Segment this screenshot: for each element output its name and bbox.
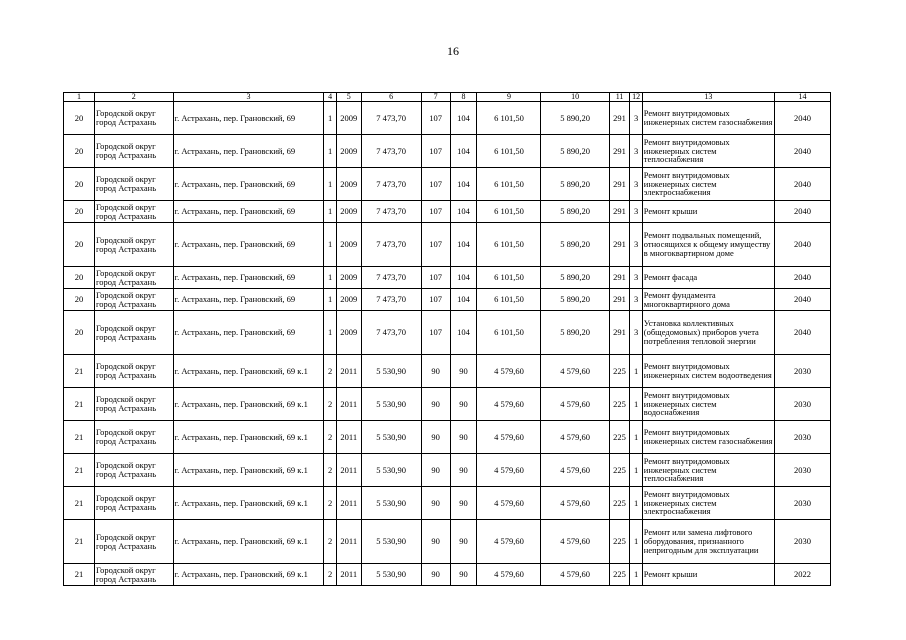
cell-area-7: 4 579,60 (541, 520, 609, 564)
table-row (64, 135, 831, 168)
cell-total-area: 7 473,70 (361, 102, 421, 135)
column-number-4: 4 (324, 93, 336, 102)
cell-year-commissioned: 2011 (336, 520, 361, 564)
cell-address: г. Астрахань, пер. Грановский, 69 (173, 135, 324, 168)
cell-row-index: 21 (64, 355, 95, 388)
cell-address: г. Астрахань, пер. Грановский, 69 к.1 (173, 388, 324, 421)
cell-total-area: 7 473,70 (361, 311, 421, 355)
cell-col-8: 104 (450, 289, 477, 311)
cell-col-12: 1 (630, 520, 642, 564)
cell-address: г. Астрахань, пер. Грановский, 69 (173, 201, 324, 223)
cell-address: г. Астрахань, пер. Грановский, 69 (173, 311, 324, 355)
cell-col-7: 90 (421, 564, 450, 586)
cell-total-area: 7 473,70 (361, 168, 421, 201)
cell-area-6: 4 579,60 (477, 421, 541, 454)
cell-row-index: 20 (64, 267, 95, 289)
cell-address: г. Астрахань, пер. Грановский, 69 к.1 (173, 520, 324, 564)
cell-work-type: Ремонт крыши (642, 564, 774, 586)
cell-col-7: 90 (421, 355, 450, 388)
cell-total-area: 5 530,90 (361, 487, 421, 520)
cell-residents-count: 291 (609, 201, 630, 223)
table-row (64, 421, 831, 454)
cell-col-8: 90 (450, 388, 477, 421)
cell-municipality: Городской округ город Астрахань (95, 201, 174, 223)
cell-area-7: 5 890,20 (541, 223, 609, 267)
table-row (64, 201, 831, 223)
cell-planned-year: 2040 (775, 168, 831, 201)
table-body (64, 102, 831, 586)
column-number-13: 13 (642, 93, 774, 102)
cell-work-type: Ремонт внутридомовых инженерных систем теплоснабжения (642, 135, 774, 168)
cell-area-7: 5 890,20 (541, 102, 609, 135)
cell-residents-count: 291 (609, 168, 630, 201)
cell-col-8: 90 (450, 421, 477, 454)
cell-col-7: 90 (421, 388, 450, 421)
cell-year-commissioned: 2009 (336, 135, 361, 168)
table-row (64, 102, 831, 135)
cell-row-index: 20 (64, 135, 95, 168)
cell-municipality: Городской округ город Астрахань (95, 564, 174, 586)
column-number-12: 12 (630, 93, 642, 102)
cell-entrance-count: 2 (324, 487, 336, 520)
capital-repair-table (63, 92, 831, 586)
cell-area-7: 5 890,20 (541, 311, 609, 355)
cell-area-6: 4 579,60 (477, 454, 541, 487)
cell-address: г. Астрахань, пер. Грановский, 69 к.1 (173, 487, 324, 520)
cell-work-type: Ремонт внутридомовых инженерных систем водоотведения (642, 355, 774, 388)
cell-area-7: 5 890,20 (541, 289, 609, 311)
cell-residents-count: 225 (609, 454, 630, 487)
cell-work-type: Ремонт подвальных помещений, относящихся к общему имуществу в многоквартирном доме (642, 223, 774, 267)
cell-total-area: 5 530,90 (361, 454, 421, 487)
cell-entrance-count: 1 (324, 311, 336, 355)
cell-entrance-count: 1 (324, 135, 336, 168)
cell-planned-year: 2040 (775, 201, 831, 223)
cell-municipality: Городской округ город Астрахань (95, 520, 174, 564)
column-number-9: 9 (477, 93, 541, 102)
cell-address: г. Астрахань, пер. Грановский, 69 (173, 289, 324, 311)
cell-work-type: Ремонт внутридомовых инженерных систем газоснабжения (642, 421, 774, 454)
column-number-7: 7 (421, 93, 450, 102)
cell-total-area: 7 473,70 (361, 267, 421, 289)
column-number-14: 14 (775, 93, 831, 102)
column-number-row (64, 93, 831, 102)
cell-municipality: Городской округ город Астрахань (95, 223, 174, 267)
cell-municipality: Городской округ город Астрахань (95, 267, 174, 289)
cell-area-6: 6 101,50 (477, 311, 541, 355)
cell-total-area: 5 530,90 (361, 520, 421, 564)
cell-col-12: 1 (630, 355, 642, 388)
cell-col-8: 104 (450, 168, 477, 201)
cell-work-type: Ремонт внутридомовых инженерных систем электроснабжения (642, 487, 774, 520)
cell-col-7: 107 (421, 267, 450, 289)
cell-col-7: 107 (421, 201, 450, 223)
cell-address: г. Астрахань, пер. Грановский, 69 к.1 (173, 564, 324, 586)
column-number-5: 5 (336, 93, 361, 102)
cell-year-commissioned: 2009 (336, 289, 361, 311)
cell-planned-year: 2040 (775, 289, 831, 311)
cell-year-commissioned: 2009 (336, 267, 361, 289)
cell-total-area: 5 530,90 (361, 421, 421, 454)
cell-work-type: Ремонт фундамента многоквартирного дома (642, 289, 774, 311)
table-row (64, 223, 831, 267)
cell-planned-year: 2030 (775, 454, 831, 487)
cell-area-7: 5 890,20 (541, 135, 609, 168)
column-number-10: 10 (541, 93, 609, 102)
cell-col-12: 3 (630, 135, 642, 168)
cell-area-6: 4 579,60 (477, 564, 541, 586)
column-number-3: 3 (173, 93, 324, 102)
cell-residents-count: 291 (609, 289, 630, 311)
cell-municipality: Городской округ город Астрахань (95, 135, 174, 168)
cell-col-8: 104 (450, 267, 477, 289)
cell-row-index: 20 (64, 168, 95, 201)
cell-address: г. Астрахань, пер. Грановский, 69 (173, 168, 324, 201)
cell-municipality: Городской округ город Астрахань (95, 421, 174, 454)
cell-col-8: 90 (450, 487, 477, 520)
cell-municipality: Городской округ город Астрахань (95, 289, 174, 311)
cell-row-index: 21 (64, 454, 95, 487)
cell-address: г. Астрахань, пер. Грановский, 69 к.1 (173, 454, 324, 487)
cell-area-6: 6 101,50 (477, 223, 541, 267)
cell-entrance-count: 1 (324, 168, 336, 201)
cell-col-7: 107 (421, 135, 450, 168)
cell-residents-count: 291 (609, 311, 630, 355)
cell-row-index: 21 (64, 564, 95, 586)
cell-area-7: 5 890,20 (541, 201, 609, 223)
cell-col-12: 3 (630, 102, 642, 135)
table-row (64, 355, 831, 388)
cell-work-type: Ремонт внутридомовых инженерных систем теплоснабжения (642, 454, 774, 487)
cell-entrance-count: 2 (324, 388, 336, 421)
cell-planned-year: 2022 (775, 564, 831, 586)
cell-municipality: Городской округ город Астрахань (95, 388, 174, 421)
cell-row-index: 21 (64, 520, 95, 564)
cell-total-area: 7 473,70 (361, 289, 421, 311)
cell-entrance-count: 1 (324, 223, 336, 267)
cell-col-12: 1 (630, 454, 642, 487)
cell-col-7: 107 (421, 311, 450, 355)
cell-municipality: Городской округ город Астрахань (95, 454, 174, 487)
cell-col-7: 90 (421, 520, 450, 564)
cell-year-commissioned: 2011 (336, 421, 361, 454)
cell-work-type: Ремонт крыши (642, 201, 774, 223)
column-number-6: 6 (361, 93, 421, 102)
cell-residents-count: 291 (609, 223, 630, 267)
cell-row-index: 21 (64, 421, 95, 454)
column-number-11: 11 (609, 93, 630, 102)
cell-col-7: 107 (421, 289, 450, 311)
cell-address: г. Астрахань, пер. Грановский, 69 к.1 (173, 421, 324, 454)
cell-total-area: 7 473,70 (361, 135, 421, 168)
cell-area-6: 6 101,50 (477, 135, 541, 168)
cell-area-6: 4 579,60 (477, 388, 541, 421)
cell-row-index: 21 (64, 388, 95, 421)
cell-col-7: 90 (421, 421, 450, 454)
cell-residents-count: 291 (609, 135, 630, 168)
table-row (64, 487, 831, 520)
cell-row-index: 20 (64, 102, 95, 135)
cell-entrance-count: 2 (324, 564, 336, 586)
table-row (64, 520, 831, 564)
cell-address: г. Астрахань, пер. Грановский, 69 (173, 223, 324, 267)
table-row (64, 564, 831, 586)
cell-row-index: 20 (64, 201, 95, 223)
cell-municipality: Городской округ город Астрахань (95, 168, 174, 201)
cell-year-commissioned: 2011 (336, 388, 361, 421)
table-row (64, 289, 831, 311)
table-row (64, 311, 831, 355)
cell-planned-year: 2040 (775, 311, 831, 355)
cell-col-8: 104 (450, 102, 477, 135)
cell-col-12: 3 (630, 223, 642, 267)
cell-work-type: Ремонт или замена лифтового оборудования, признанного непригодным для эксплуатации (642, 520, 774, 564)
column-number-8: 8 (450, 93, 477, 102)
cell-residents-count: 225 (609, 421, 630, 454)
cell-col-12: 1 (630, 388, 642, 421)
cell-total-area: 5 530,90 (361, 564, 421, 586)
cell-work-type: Ремонт фасада (642, 267, 774, 289)
cell-entrance-count: 1 (324, 289, 336, 311)
cell-work-type: Ремонт внутридомовых инженерных систем газоснабжения (642, 102, 774, 135)
cell-total-area: 5 530,90 (361, 355, 421, 388)
cell-planned-year: 2030 (775, 388, 831, 421)
cell-area-6: 4 579,60 (477, 355, 541, 388)
cell-address: г. Астрахань, пер. Грановский, 69 (173, 267, 324, 289)
cell-entrance-count: 1 (324, 102, 336, 135)
cell-area-7: 5 890,20 (541, 267, 609, 289)
cell-year-commissioned: 2011 (336, 564, 361, 586)
cell-residents-count: 291 (609, 267, 630, 289)
cell-col-12: 1 (630, 564, 642, 586)
cell-area-6: 6 101,50 (477, 168, 541, 201)
cell-col-12: 1 (630, 421, 642, 454)
cell-col-7: 107 (421, 223, 450, 267)
table-row (64, 388, 831, 421)
cell-year-commissioned: 2011 (336, 454, 361, 487)
cell-area-6: 4 579,60 (477, 487, 541, 520)
cell-area-7: 5 890,20 (541, 168, 609, 201)
cell-municipality: Городской округ город Астрахань (95, 102, 174, 135)
cell-municipality: Городской округ город Астрахань (95, 311, 174, 355)
cell-col-8: 104 (450, 135, 477, 168)
cell-row-index: 21 (64, 487, 95, 520)
cell-planned-year: 2030 (775, 520, 831, 564)
cell-area-7: 4 579,60 (541, 388, 609, 421)
cell-year-commissioned: 2009 (336, 311, 361, 355)
column-number-1: 1 (64, 93, 95, 102)
cell-year-commissioned: 2011 (336, 355, 361, 388)
cell-col-7: 107 (421, 102, 450, 135)
cell-entrance-count: 2 (324, 454, 336, 487)
cell-col-8: 104 (450, 223, 477, 267)
cell-residents-count: 225 (609, 564, 630, 586)
cell-residents-count: 291 (609, 102, 630, 135)
cell-area-7: 4 579,60 (541, 487, 609, 520)
cell-entrance-count: 1 (324, 201, 336, 223)
cell-col-12: 1 (630, 487, 642, 520)
cell-year-commissioned: 2011 (336, 487, 361, 520)
table-row (64, 267, 831, 289)
cell-row-index: 20 (64, 311, 95, 355)
cell-work-type: Ремонт внутридомовых инженерных систем водоснабжения (642, 388, 774, 421)
cell-area-6: 6 101,50 (477, 102, 541, 135)
cell-area-6: 4 579,60 (477, 520, 541, 564)
cell-area-7: 4 579,60 (541, 355, 609, 388)
cell-planned-year: 2040 (775, 102, 831, 135)
cell-work-type: Ремонт внутридомовых инженерных систем электроснабжения (642, 168, 774, 201)
cell-col-7: 90 (421, 487, 450, 520)
cell-col-8: 90 (450, 564, 477, 586)
cell-planned-year: 2040 (775, 135, 831, 168)
cell-planned-year: 2030 (775, 487, 831, 520)
cell-residents-count: 225 (609, 487, 630, 520)
cell-residents-count: 225 (609, 388, 630, 421)
cell-year-commissioned: 2009 (336, 102, 361, 135)
cell-row-index: 20 (64, 289, 95, 311)
cell-planned-year: 2040 (775, 267, 831, 289)
cell-entrance-count: 1 (324, 267, 336, 289)
cell-municipality: Городской округ город Астрахань (95, 355, 174, 388)
cell-planned-year: 2030 (775, 355, 831, 388)
cell-col-7: 107 (421, 168, 450, 201)
cell-row-index: 20 (64, 223, 95, 267)
cell-area-6: 6 101,50 (477, 267, 541, 289)
cell-area-6: 6 101,50 (477, 201, 541, 223)
cell-residents-count: 225 (609, 355, 630, 388)
cell-col-8: 90 (450, 454, 477, 487)
cell-planned-year: 2030 (775, 421, 831, 454)
cell-year-commissioned: 2009 (336, 201, 361, 223)
cell-area-7: 4 579,60 (541, 564, 609, 586)
cell-entrance-count: 2 (324, 421, 336, 454)
cell-work-type: Установка коллективных (общедомовых) приборов учета потребления тепловой энергии (642, 311, 774, 355)
cell-col-12: 3 (630, 289, 642, 311)
cell-total-area: 7 473,70 (361, 201, 421, 223)
cell-col-12: 3 (630, 168, 642, 201)
cell-col-8: 90 (450, 355, 477, 388)
cell-year-commissioned: 2009 (336, 223, 361, 267)
cell-entrance-count: 2 (324, 520, 336, 564)
cell-total-area: 7 473,70 (361, 223, 421, 267)
cell-residents-count: 225 (609, 520, 630, 564)
cell-area-6: 6 101,50 (477, 289, 541, 311)
page-number: 16 (447, 44, 459, 58)
cell-col-12: 3 (630, 311, 642, 355)
cell-total-area: 5 530,90 (361, 388, 421, 421)
cell-area-7: 4 579,60 (541, 421, 609, 454)
cell-address: г. Астрахань, пер. Грановский, 69 (173, 102, 324, 135)
cell-col-7: 90 (421, 454, 450, 487)
cell-planned-year: 2040 (775, 223, 831, 267)
column-number-2: 2 (95, 93, 174, 102)
cell-area-7: 4 579,60 (541, 454, 609, 487)
cell-col-12: 3 (630, 201, 642, 223)
table-row (64, 168, 831, 201)
cell-entrance-count: 2 (324, 355, 336, 388)
cell-col-8: 104 (450, 201, 477, 223)
cell-municipality: Городской округ город Астрахань (95, 487, 174, 520)
cell-col-8: 90 (450, 520, 477, 564)
cell-col-12: 3 (630, 267, 642, 289)
table-row (64, 454, 831, 487)
cell-address: г. Астрахань, пер. Грановский, 69 к.1 (173, 355, 324, 388)
cell-col-8: 104 (450, 311, 477, 355)
cell-year-commissioned: 2009 (336, 168, 361, 201)
